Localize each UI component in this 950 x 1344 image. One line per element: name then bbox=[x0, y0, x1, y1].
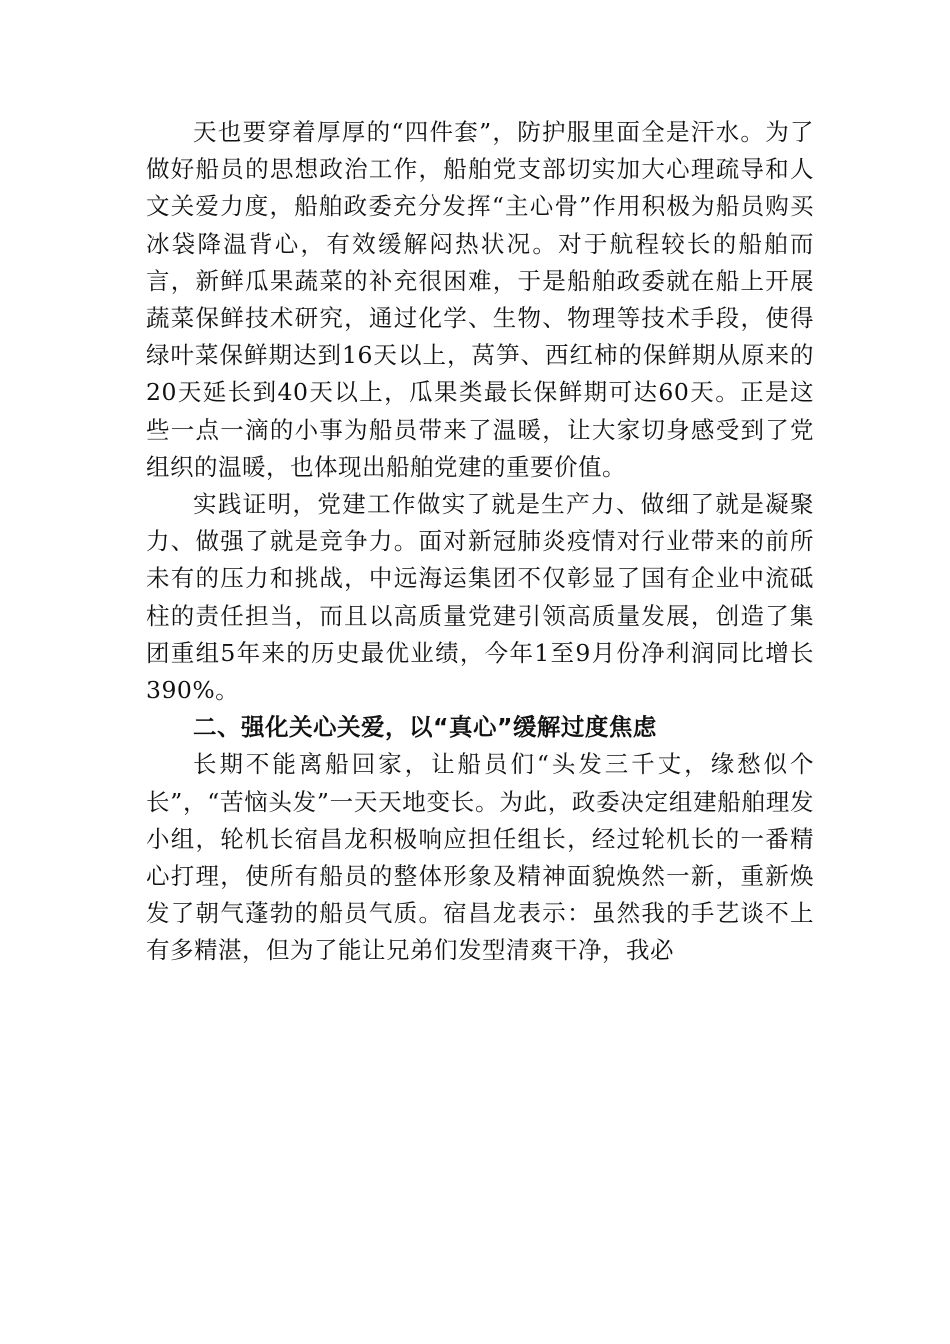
paragraph-practice-proves: 实践证明，党建工作做实了就是生产力、做细了就是凝聚力、做强了就是竞争力。面对新冠肺炎疫情对行业带来的前所未有的压力和挑战，中远海运集团不仅彰显了国有企业中流砥柱的责任担当，而且以高质量党建引领高质量发展，创造了集团重组5年来的历史最优业绩，今年1至9月份净利润同比增长390%。 bbox=[146, 490, 814, 705]
section-heading: 二、强化关心关爱，以“真心”缓解过度焦虑 bbox=[193, 713, 657, 742]
paragraph-continued: 天也要穿着厚厚的“四件套”，防护服里面全是汗水。为了做好船员的思想政治工作，船舶党支部切实加大心理疏导和人文关爱力度，船舶政委充分发挥“主心骨”作用积极为船员购买冰袋降温背心，有效缓解闷热状况。对于航程较长的船舶而言，新鲜瓜果蔬菜的补充很困难，于是船舶政委就在船上开展蔬菜保鲜技术研究，通过化学、生物、物理等技术手段，使得绿叶菜保鲜期达到16天以上，莴笋、西红柿的保鲜期从原来的20天延长到40天以上，瓜果类最长保鲜期可达60天。正是这些一点一滴的小事为船员带来了温暖，让大家切身感受到了党组织的温暖，也体现出船舶党建的重要价值。 bbox=[146, 118, 814, 481]
paragraph-haircut: 长期不能离船回家，让船员们“头发三千丈，缘愁似个长”，“苦恼头发”一天天地变长。为此，政委决定组建船舶理发小组，轮机长宿昌龙积极响应担任组长，经过轮机长的一番精心打理，使所有船员的整体形象及精神面貌焕然一新，重新焕发了朝气蓬勃的船员气质。宿昌龙表示：虽然我的手艺谈不上有多精湛，但为了能让兄弟们发型清爽干净，我必 bbox=[146, 750, 814, 965]
document-body bbox=[146, 114, 814, 970]
